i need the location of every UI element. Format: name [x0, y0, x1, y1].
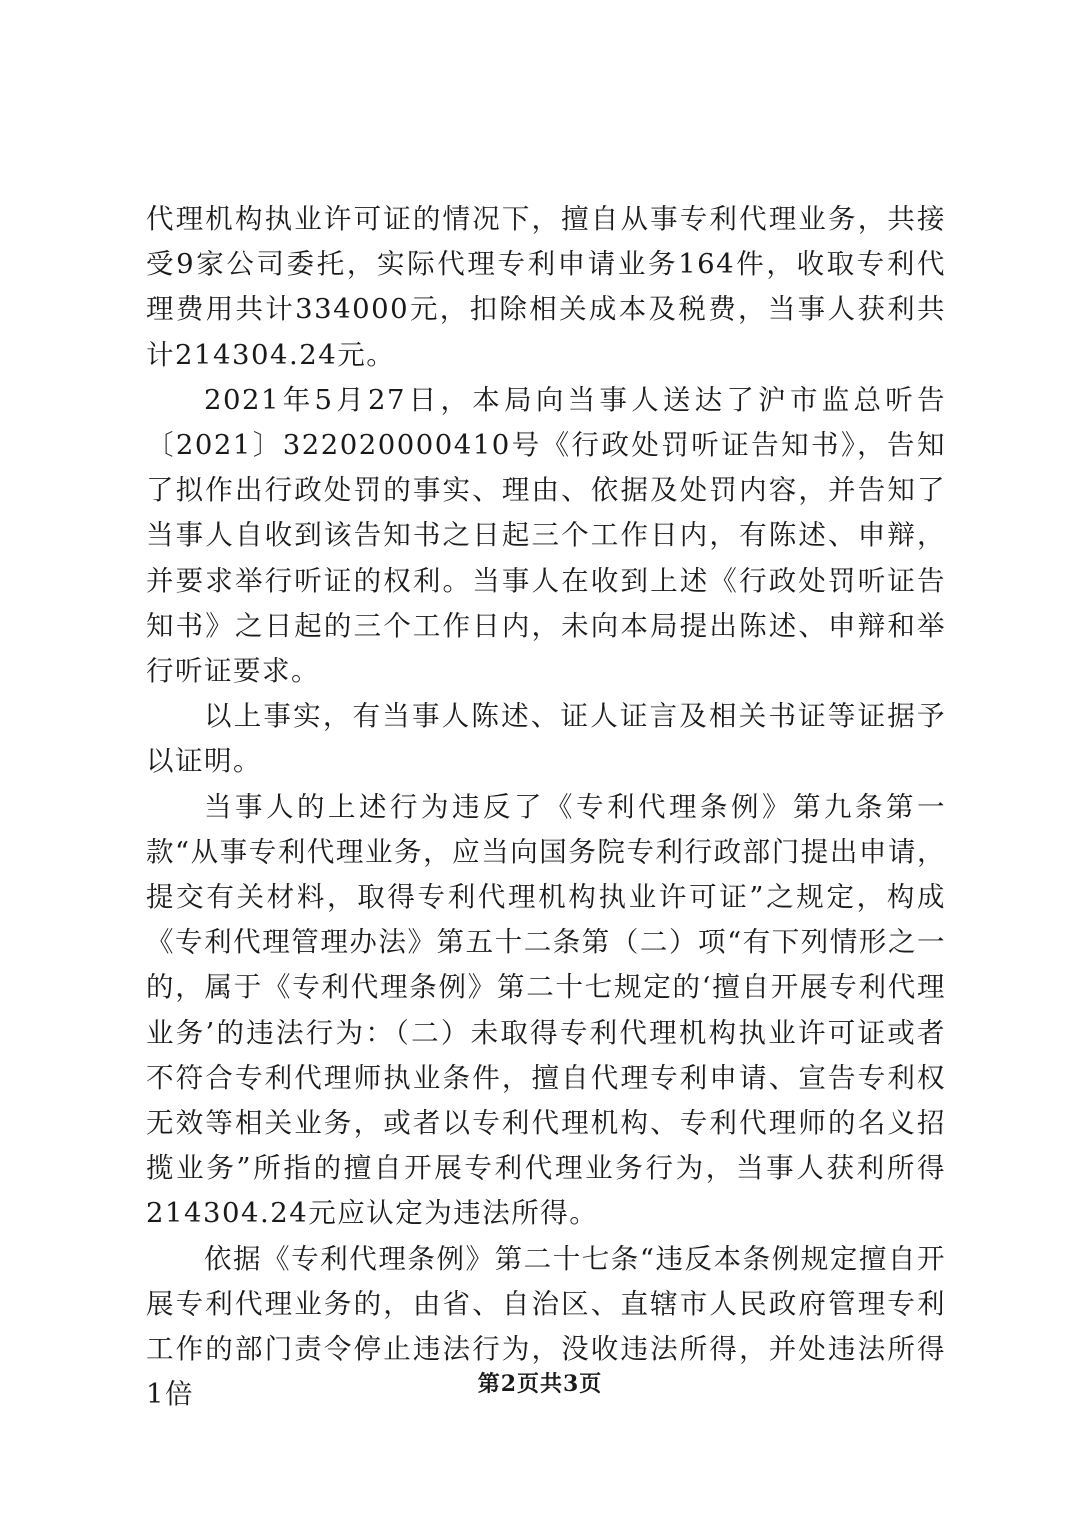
paragraph-hearing-notice: 2021年5月27日，本局向当事人送达了沪市监总听告〔2021〕322020000410号《行政处罚听证告知书》，告知了拟作出行政处罚的事实、理由、依据及处罚内容，并告知了当事人自收到该告知书之日起三个工作日内，有陈述、申辩，并要求举行听证的权利。当事人在收到上述《行政处罚听证告知书》之日起的三个工作日内，未向本局提出陈述、申辩和举行听证要求。 [146, 383, 946, 688]
paragraph-continuation: 代理机构执业许可证的情况下，擅自从事专利代理业务，共接受9家公司委托，实际代理专利申请业务164件，收取专利代理费用共计334000元，扣除相关成本及税费，当事人获利共计214304.24元。 [146, 203, 946, 371]
paragraph-legal-basis: 依据《专利代理条例》第二十七条“违反本条例规定擅自开展专利代理业务的，由省、自治区、直辖市人民政府管理专利工作的部门责令停止违法行为，没收违法所得，并处违法所得1倍 [146, 1242, 946, 1411]
paragraph-evidence: 以上事实，有当事人陈述、证人证言及相关书证等证据予以证明。 [146, 700, 946, 778]
document-body [146, 197, 946, 1417]
paragraph-violation: 当事人的上述行为违反了《专利代理条例》第九条第一款“从事专利代理业务，应当向国务院专利行政部门提出申请，提交有关材料，取得专利代理机构执业许可证”之规定，构成《专利代理管理办法》第五十二条第（二）项“有下列情形之一的，属于《专利代理条例》第二十七规定的‘擅自开展专利代理业务’的违法行为：（二）未取得专利代理机构执业许可证或者不符合专利代理师执业条件，擅自代理专利申请、宣告专利权无效等相关业务，或者以专利代理机构、专利代理师的名义招揽业务”所指的擅自开展专利代理业务行为，当事人获利所得214304.24元应认定为违法所得。 [146, 790, 946, 1230]
page-number-footer: 第2页共3页 [477, 1371, 603, 1397]
